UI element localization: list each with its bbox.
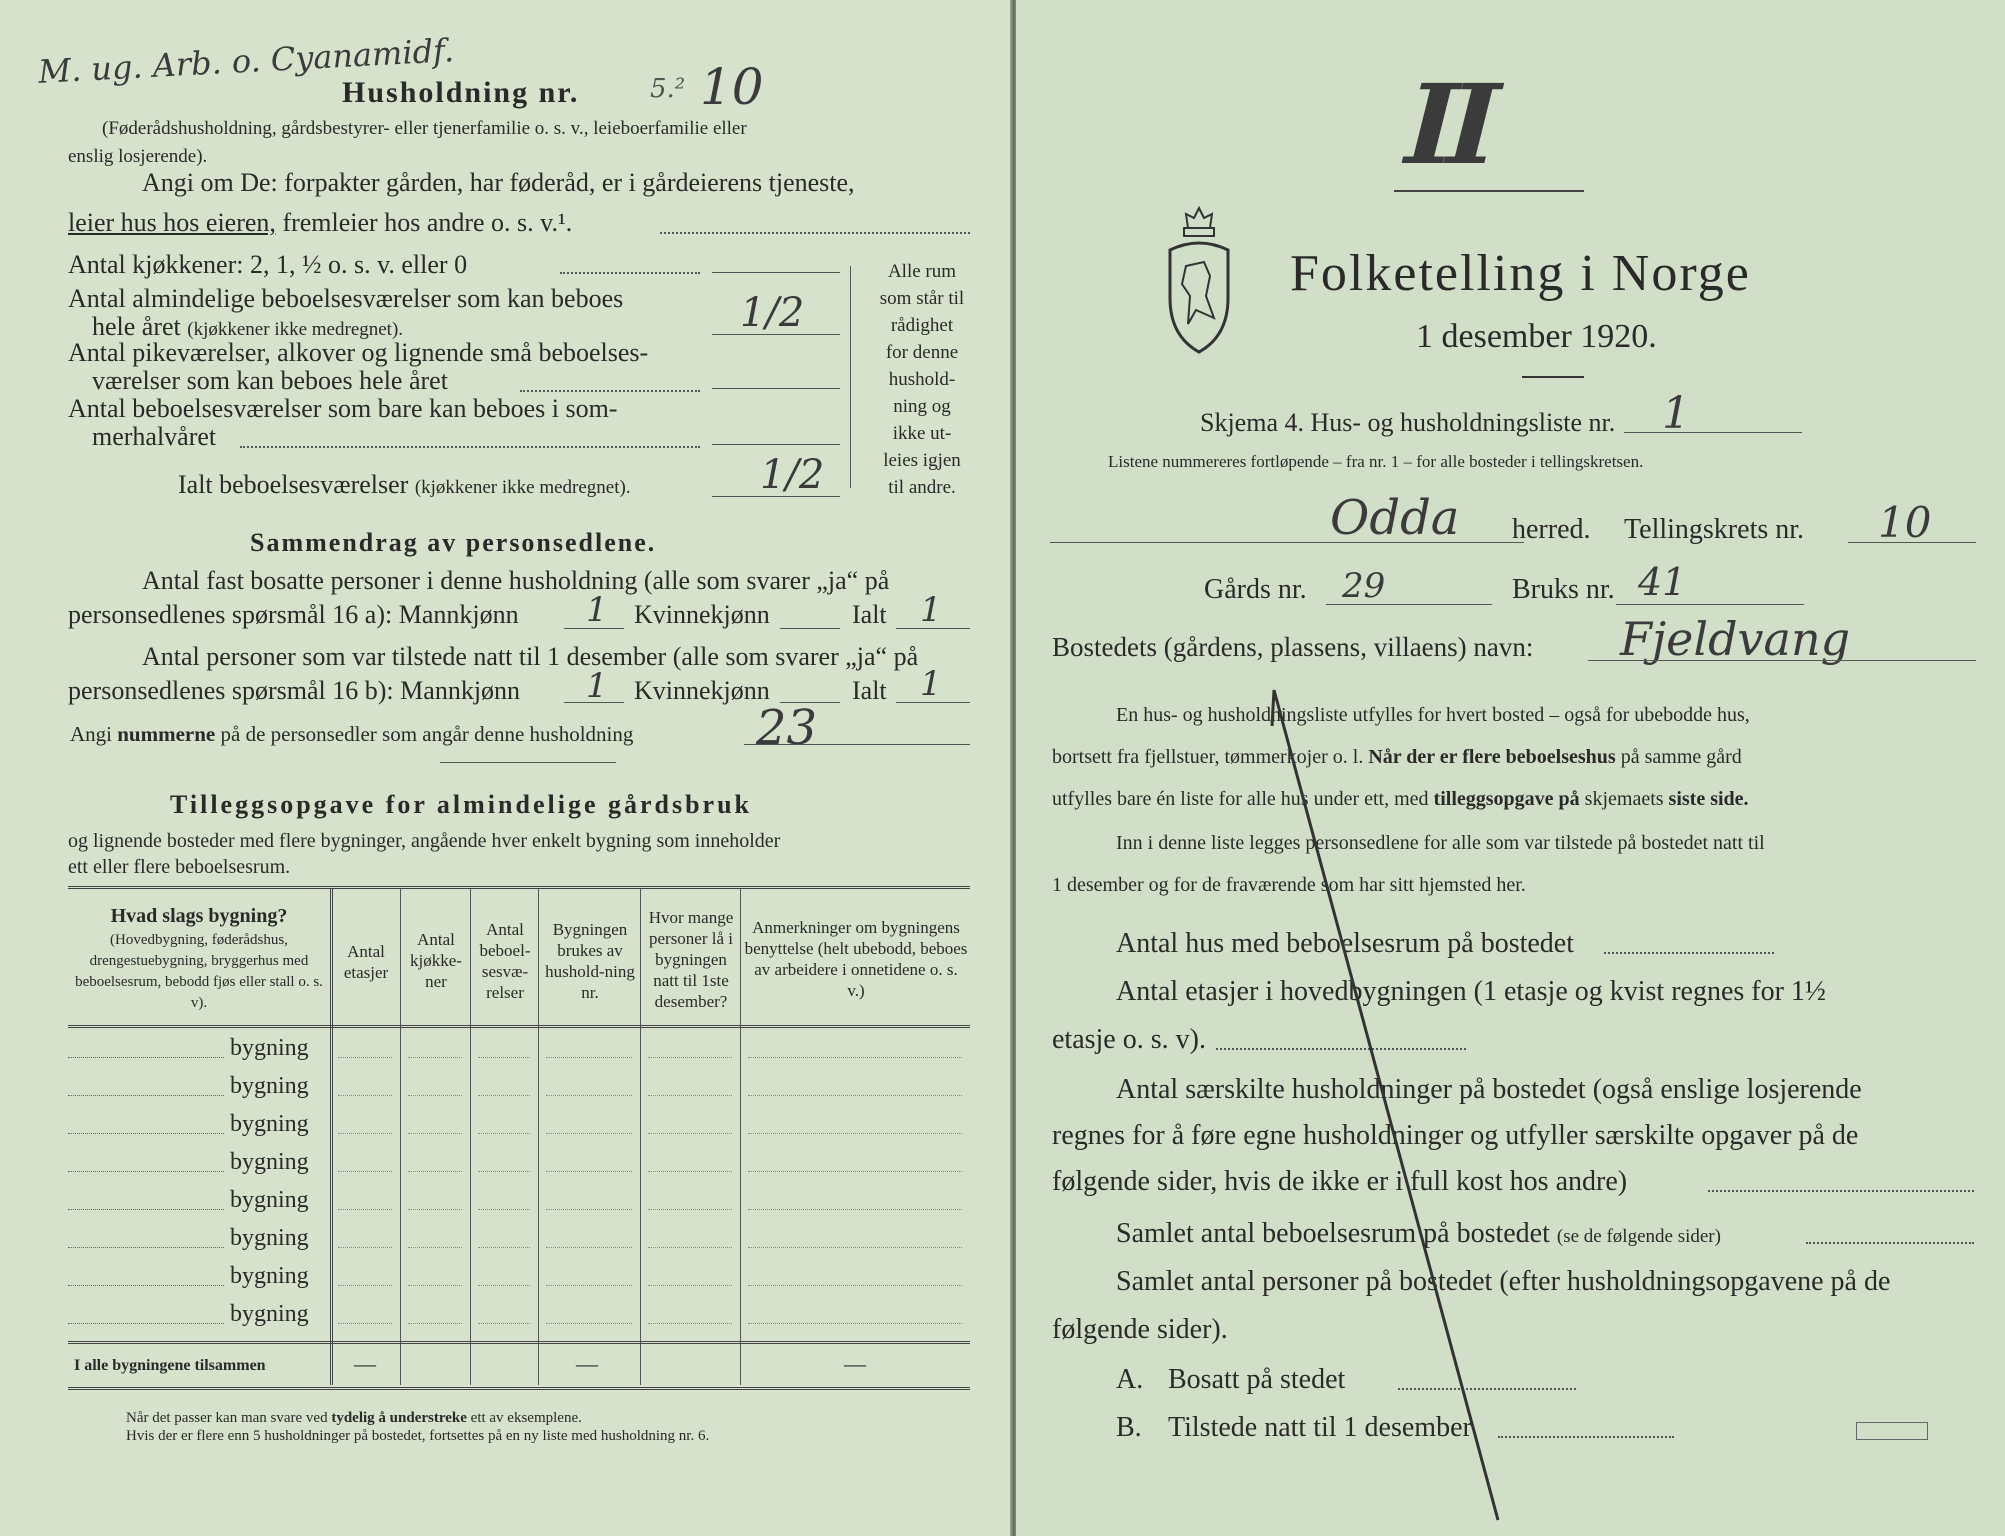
brace-note-line: som står til [879,288,965,309]
brace-note-line: leies igjen [883,450,961,471]
col-header-kitchens: Antal kjøkke-ner [410,930,462,991]
total-dash-floors: — [354,1351,376,1376]
present-total-label: Ialt [852,676,887,705]
q3-line-2: regnes for å føre egne husholdninger og utfyller særskilte opgaver på de [1052,1120,1859,1151]
brace-note-line: for denne [885,342,959,363]
cell-dots [408,1323,462,1324]
cell-dots [748,1285,962,1286]
footnote-1-post: ett av eksemplene. [470,1410,582,1426]
brace-note-line: ning og [893,396,951,417]
angi-dotline [660,232,970,234]
present-total-value: 1 [920,664,942,704]
instr-3-pre: utfylles bare én liste for alle hus under ett, med [1052,788,1429,810]
present-female-label: Kvinnekjønn [634,676,770,705]
cell-dots [546,1133,632,1134]
instr-2-post: på samme gård [1620,746,1742,768]
cell-dots [338,1209,392,1210]
cell-dots [408,1095,462,1096]
cell-dots [648,1209,732,1210]
q3-line-1: Antal særskilte husholdninger på bostedet (også enslige losjerende [1116,1074,1862,1105]
row-label: bygning [230,1225,309,1251]
household-nr-value: 10 [700,58,764,116]
herred-label: herred. [1512,514,1591,545]
total-dash-remarks: — [844,1351,866,1376]
cell-dots [338,1247,392,1248]
q4-small: (se de følgende sider) [1556,1226,1721,1247]
brace-note-line: rådighet [890,315,954,336]
cell-dots [408,1057,462,1058]
table-row [68,1029,970,1067]
row-label: bygning [230,1035,309,1061]
total-dash-used-by: — [576,1351,598,1376]
instr-3-mid: skjemaets [1584,788,1664,810]
footnote-2: Hvis der er flere enn 5 husholdninger på bostedet, fortsettes på en ny liste med husholdning nr. 6. [126,1428,710,1444]
table-row [68,1067,970,1105]
row-name-dots [68,1171,224,1172]
cell-dots [648,1285,732,1286]
cell-dots [338,1133,392,1134]
maid-rooms-1: Antal pikeværelser, alkover og lignende små beboelses- [68,338,649,367]
rooms-year-value: 1/2 [740,290,805,336]
total-rooms-value: 1/2 [760,452,825,498]
instr-2-pre: bortsett fra fjellstuer, tømmerkojer o. l. [1052,746,1364,768]
summer-dots [240,446,700,448]
maid-line [712,388,840,389]
gards-label: Gårds nr. [1204,574,1307,605]
cell-dots [478,1171,530,1172]
cell-dots [478,1057,530,1058]
row-name-dots [68,1209,224,1210]
numbers-bold: nummerne [117,722,216,746]
kitchens-dots [560,272,700,274]
roman-numeral: II [1389,60,1506,189]
present-total-line [896,702,970,703]
cell-dots [478,1247,530,1248]
row-name-dots [68,1323,224,1324]
fast-line-2: personsedlenes spørsmål 16 a): Mannkjønn [68,600,519,629]
fast-male-value: 1 [586,590,608,630]
qa-label: Bosatt på stedet [1168,1364,1346,1395]
row-label: bygning [230,1187,309,1213]
rooms-year-2-small: (kjøkkener ikke medregnet). [187,319,404,340]
cell-dots [408,1209,462,1210]
cell-dots [546,1209,632,1210]
krets-label: Tellingskrets nr. [1624,514,1805,545]
building-table [68,886,970,1390]
total-row-label: I alle bygningene tilsammen [74,1357,266,1374]
col-header-type-sub: (Hovedbygning, føderådshus, drengestuebygning, bryggerhus med beboelsesrum, bebodd fjøs eller stall o. s. v). [75,932,323,1011]
cell-dots [478,1209,530,1210]
qa-letter: A. [1116,1364,1144,1395]
cell-dots [338,1285,392,1286]
maid-dots [520,390,700,392]
angi-line-2 [68,208,572,238]
col-header-remarks: Anmerkninger om bygningens benyttelse (helt ubebodd, beboes av arbeidere i onnetidene o. s. v.) [744,918,968,1000]
cell-dots [748,1247,962,1248]
intro-paren-1: (Føderådshusholdning, gårdsbestyrer- eller tjenerfamilie o. s. v., leieboerfamilie eller [102,118,747,139]
row-label: bygning [230,1263,309,1289]
row-name-dots [68,1285,224,1286]
cell-dots [408,1285,462,1286]
brace-note-line: hushold- [888,369,956,390]
table-row [68,1105,970,1143]
cell-dots [546,1323,632,1324]
fast-total-label: Ialt [852,600,887,629]
footnote-1 [126,1410,582,1427]
fast-line-1: Antal fast bosatte personer i denne husholdning (alle som svarer „ja“ på [142,566,890,595]
kitchens-label: Antal kjøkkener: 2, 1, ½ o. s. v. eller 0 [68,250,468,279]
instr-5: 1 desember og for de fraværende som har sitt hjemsted her. [1052,874,1526,896]
row-name-dots [68,1095,224,1096]
fast-total-line [896,628,970,629]
q4-text: Samlet antal beboelsesrum på bostedet [1116,1218,1550,1249]
census-title: Folketelling i Norge [1290,245,1751,302]
instr-3-bold: tilleggsopgave på [1433,788,1580,810]
total-rooms-line [712,496,840,497]
farm-sub-1: og lignende bosteder med flere bygninger, angående hver enkelt bygning som inneholder [68,830,781,852]
row-name-dots [68,1247,224,1248]
schema-note: Listene nummereres fortløpende – fra nr. 1 – for alle bosteder i tellingskretsen. [1108,452,1644,471]
q3-line-3: følgende sider, hvis de ikke er i full kost hos andre) [1052,1166,1628,1197]
total-rooms-small: (kjøkkener ikke medregnet). [414,477,631,498]
table-row [68,1181,970,1219]
row-label: bygning [230,1111,309,1137]
maid-rooms-2: værelser som kan beboes hele året [92,366,448,395]
cell-dots [648,1323,732,1324]
numbers-post: på de personsedler som angår denne husholdning [220,722,634,746]
instr-2-bold: Når der er flere beboelseshus [1368,746,1616,768]
numbers-line-rule [744,744,970,745]
cell-dots [546,1057,632,1058]
cell-dots [546,1095,632,1096]
header-rule [68,1025,970,1028]
household-nr-crossed: 5.² [650,74,686,104]
cell-dots [648,1247,732,1248]
col-header-floors: Antal etasjer [343,942,389,982]
farm-sub-2: ett eller flere beboelsesrum. [68,856,291,878]
cell-dots [546,1247,632,1248]
fast-male-line [564,628,624,629]
summer-1: Antal beboelsesværelser som bare kan beboes i som- [68,394,618,423]
cell-dots [748,1209,962,1210]
summer-2: merhalvåret [92,422,217,451]
q5-line-1: Samlet antal personer på bostedet (efter husholdningsopgavene på de [1116,1266,1891,1297]
cell-dots [648,1095,732,1096]
angi-underlined-option: leier hus hos eieren, [68,208,276,237]
brace-note-line: ikke ut- [892,423,952,444]
cell-dots [648,1171,732,1172]
numbers-value: 23 [756,700,818,756]
q1-label: Antal hus med beboelsesrum på bostedet [1116,928,1575,959]
cell-dots [408,1247,462,1248]
cell-dots [408,1133,462,1134]
brace [850,266,851,488]
q2-line-2: etasje o. s. v). [1052,1024,1206,1055]
angi-line-1: Angi om De: forpakter gården, har føderåd, er i gårdeierens tjeneste, [142,168,855,197]
present-line-1: Antal personer som var tilstede natt til 1 desember (alle som svarer „ja“ på [142,642,919,671]
footnote-1-bold: tydelig å understreke [331,1410,467,1426]
schema-label: Skjema 4. Hus- og husholdningsliste nr. [1200,408,1616,437]
section-divider [440,762,616,763]
row-name-dots [68,1133,224,1134]
table-row [68,1143,970,1181]
qb-label: Tilstede natt til 1 desember [1168,1412,1472,1443]
present-male-value: 1 [586,666,608,706]
row-label: bygning [230,1301,309,1327]
table-row [68,1295,970,1333]
printer-stamp [1856,1422,1928,1440]
brace-note [868,258,976,501]
cell-dots [648,1057,732,1058]
cell-dots [748,1171,962,1172]
total-rooms-text: Ialt beboelsesværelser [178,470,409,499]
census-date: 1 desember 1920. [1416,318,1657,355]
row-label: bygning [230,1149,309,1175]
cell-dots [648,1133,732,1134]
cell-dots [748,1057,962,1058]
numbers-line [70,722,633,747]
schema-nr-value: 1 [1662,388,1690,439]
present-line-2: personsedlenes spørsmål 16 b): Mannkjønn [68,676,521,705]
intro-paren-2: enslig losjerende). [68,146,208,167]
row-name-dots [68,1057,224,1058]
cell-dots [546,1171,632,1172]
summer-line [712,444,840,445]
q2-line-1: Antal etasjer i hovedbygningen (1 etasje og kvist regnes for 1½ [1116,976,1826,1007]
diagonal-pen-stroke [1016,0,2005,1536]
cell-dots [338,1171,392,1172]
rooms-year-1: Antal almindelige beboelsesværelser som kan beboes [68,284,624,313]
col-header-type-title: Hvad slags bygning? [110,905,288,927]
fast-total-value: 1 [920,590,942,630]
bosted-value: Fjeldvang [1620,612,1851,666]
rooms-year-line [712,334,840,335]
bruks-value: 41 [1638,560,1687,604]
col-header-persons: Hvor mange personer lå i bygningen natt til 1ste desember? [648,908,734,1011]
numbers-pre: Angi [70,722,112,746]
table-row [68,1257,970,1295]
rooms-year-2-text: hele året [92,312,181,341]
summary-title: Sammendrag av personsedlene. [250,528,657,557]
krets-value: 10 [1878,498,1932,547]
brace-note-line: Alle rum [887,261,957,282]
cell-dots [478,1133,530,1134]
col-header-used-by: Bygningen brukes av hushold-ning nr. [545,920,635,1002]
total-rooms-label [178,470,631,500]
footnote-1-pre: Når det passer kan man svare ved [126,1410,328,1426]
bruks-label: Bruks nr. [1512,574,1615,605]
col-header-type [72,905,326,1014]
fast-female-line [780,628,840,629]
herred-value: Odda [1330,490,1460,546]
cell-dots [748,1133,962,1134]
brace-note-line: til andre. [888,477,956,498]
cell-dots [748,1323,962,1324]
bosted-label: Bostedets (gårdens, plassens, villaens) navn: [1052,632,1534,662]
gards-value: 29 [1342,566,1386,606]
cell-dots [478,1285,530,1286]
table-row [68,1219,970,1257]
farm-title: Tilleggsopgave for almindelige gårdsbruk [170,790,753,819]
cell-dots [478,1095,530,1096]
handwritten-note: M. ug. Arb. o. Cyanamidf. [37,31,455,91]
instr-3-bold2: siste side. [1668,788,1749,810]
cell-dots [338,1057,392,1058]
fast-female-label: Kvinnekjønn [634,600,770,629]
col-header-rooms: Antal beboel-sesvæ-relser [479,920,531,1002]
instr-1: En hus- og husholdningsliste utfylles for hvert bosted – også for ubebodde hus, [1116,704,1750,726]
right-page [1016,0,2005,1536]
household-title: Husholdning nr. [342,76,580,109]
total-rule [68,1341,970,1344]
row-label: bygning [230,1073,309,1099]
cell-dots [338,1323,392,1324]
cell-dots [546,1285,632,1286]
qb-letter: B. [1116,1412,1142,1443]
instr-4: Inn i denne liste legges personsedlene for alle som var tilstede på bostedet natt til [1116,832,1765,854]
cell-dots [338,1095,392,1096]
cell-dots [478,1323,530,1324]
present-male-line [564,702,624,703]
q5-line-2: følgende sider). [1052,1314,1228,1345]
angi-line-2-rest: fremleier hos andre o. s. v.¹. [282,208,573,237]
kitchens-line [712,272,840,273]
cell-dots [408,1171,462,1172]
cell-dots [748,1095,962,1096]
